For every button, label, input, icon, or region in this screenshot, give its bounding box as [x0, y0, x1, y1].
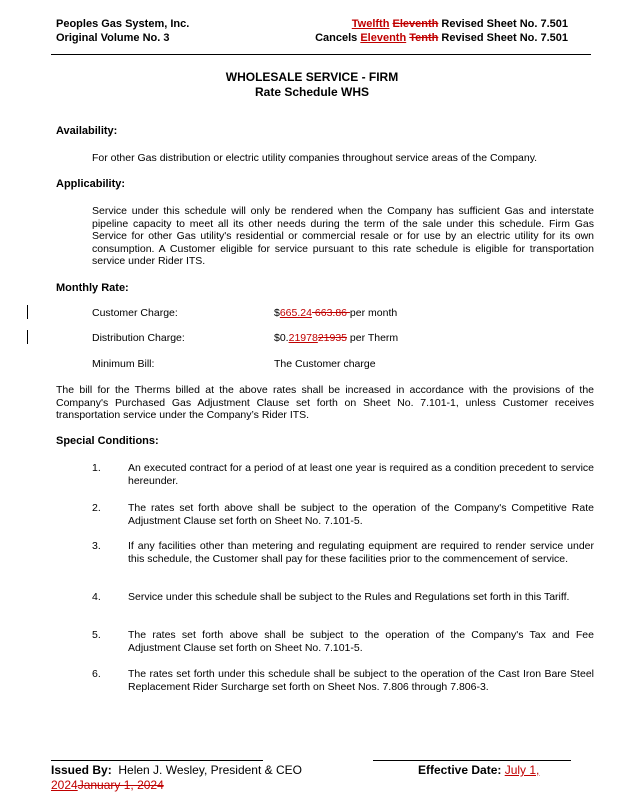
cancels-line: Cancels Eleventh Tenth Revised Sheet No. 7.501	[315, 32, 568, 44]
inserted-text: Eleventh	[360, 32, 407, 44]
footer-rule-right	[373, 760, 571, 761]
distribution-charge-value: $0.2197821935 per Therm	[274, 332, 399, 344]
condition-number: 4.	[92, 591, 101, 603]
issued-by	[51, 763, 302, 778]
condition-text: An executed contract for a period of at least one year is required as a condition precedent to service hereunder.	[128, 462, 594, 487]
customer-charge-value: $665.24 663.86 per month	[274, 307, 398, 319]
inserted-text: Twelfth	[351, 18, 390, 30]
inserted-text: July 1,	[504, 763, 540, 777]
condition-text: Service under this schedule shall be subject to the Rules and Regulations set forth in this Tariff.	[128, 591, 570, 603]
condition-number: 3.	[92, 540, 101, 552]
monthly-rate-heading: Monthly Rate:	[56, 282, 129, 294]
condition-text: If any facilities other than metering and regulating equipment are required to render service under this schedule, the Customer shall pay for these facilities prior to the commencement of service.	[128, 540, 594, 565]
company-name: Peoples Gas System, Inc.	[56, 18, 190, 30]
effective-date-continued	[51, 778, 164, 793]
inserted-text: 2024	[51, 778, 78, 792]
customer-charge-label: Customer Charge:	[92, 307, 178, 319]
page-title: WHOLESALE SERVICE - FIRM	[225, 70, 399, 84]
condition-text: The rates set forth above shall be subject to the operation of the Company's Competitive Rate Adjustment Clause set forth on Sheet No. 7.101-5.	[128, 502, 594, 527]
deleted-text: Tenth	[409, 32, 439, 44]
availability-heading: Availability:	[56, 125, 118, 137]
special-conditions-heading: Special Conditions:	[56, 435, 159, 447]
change-bar	[27, 305, 28, 319]
volume-number: Original Volume No. 3	[56, 32, 170, 44]
inserted-text: 665.24	[279, 307, 312, 319]
bill-adjustment-text: The bill for the Therms billed at the above rates shall be increased in accordance with the provisions of the Company's Purchased Gas Adjustment Clause set forth on Sheet No. 7.101-1, unless Customer receives transportation service under the Company’s Rider ITS.	[56, 384, 594, 421]
issued-by-name: Helen J. Wesley, President & CEO	[111, 763, 302, 777]
condition-number: 5.	[92, 629, 101, 641]
deleted-text: 21935	[317, 332, 348, 344]
header-right	[315, 17, 568, 45]
condition-number: 2.	[92, 502, 101, 514]
applicability-text: Service under this schedule will only be rendered when the Company has sufficient Gas and interstate pipeline capacity to meet all its other needs during the term of the sale under this schedule. Firm Gas Service for other Gas utility's residential or commercial resale or for use by an electric utility for its own consumption. A Customer eligible for service pursuant to this rate schedule is eligible for transportation service under Rider ITS.	[92, 205, 594, 267]
condition-text: The rates set forth above shall be subject to the operation of the Company's Tax and Fee Adjustment Clause set forth on Sheet No. 7.101-5.	[128, 629, 594, 654]
effective-date-label: Effective Date:	[418, 763, 505, 777]
deleted-text: Eleventh	[392, 18, 439, 30]
minimum-bill-value: The Customer charge	[274, 358, 376, 370]
condition-text: The rates set forth under this schedule shall be subject to the operation of the Cast Iron Bare Steel Replacement Rider Surcharge set forth on Sheet Nos. 7.806 through 7.806-3.	[128, 668, 594, 693]
page-subtitle: Rate Schedule WHS	[254, 85, 370, 99]
inserted-text: 21978	[288, 332, 318, 344]
change-bar	[27, 330, 28, 344]
header-rule	[51, 54, 591, 55]
effective-date	[418, 763, 539, 778]
footer-rule-left	[51, 760, 263, 761]
deleted-text: January 1, 2024	[77, 778, 164, 792]
condition-number: 6.	[92, 668, 101, 680]
distribution-charge-label: Distribution Charge:	[92, 332, 185, 344]
condition-number: 1.	[92, 462, 101, 474]
sheet-number-line: Twelfth Eleventh Revised Sheet No. 7.501	[351, 18, 568, 30]
issued-by-label: Issued By:	[51, 763, 112, 777]
applicability-heading: Applicability:	[56, 178, 126, 190]
deleted-text: 663.86	[311, 307, 350, 319]
header-left	[56, 17, 189, 45]
availability-text: For other Gas distribution or electric utility companies throughout service areas of the Company.	[92, 152, 538, 164]
minimum-bill-label: Minimum Bill:	[92, 358, 155, 370]
